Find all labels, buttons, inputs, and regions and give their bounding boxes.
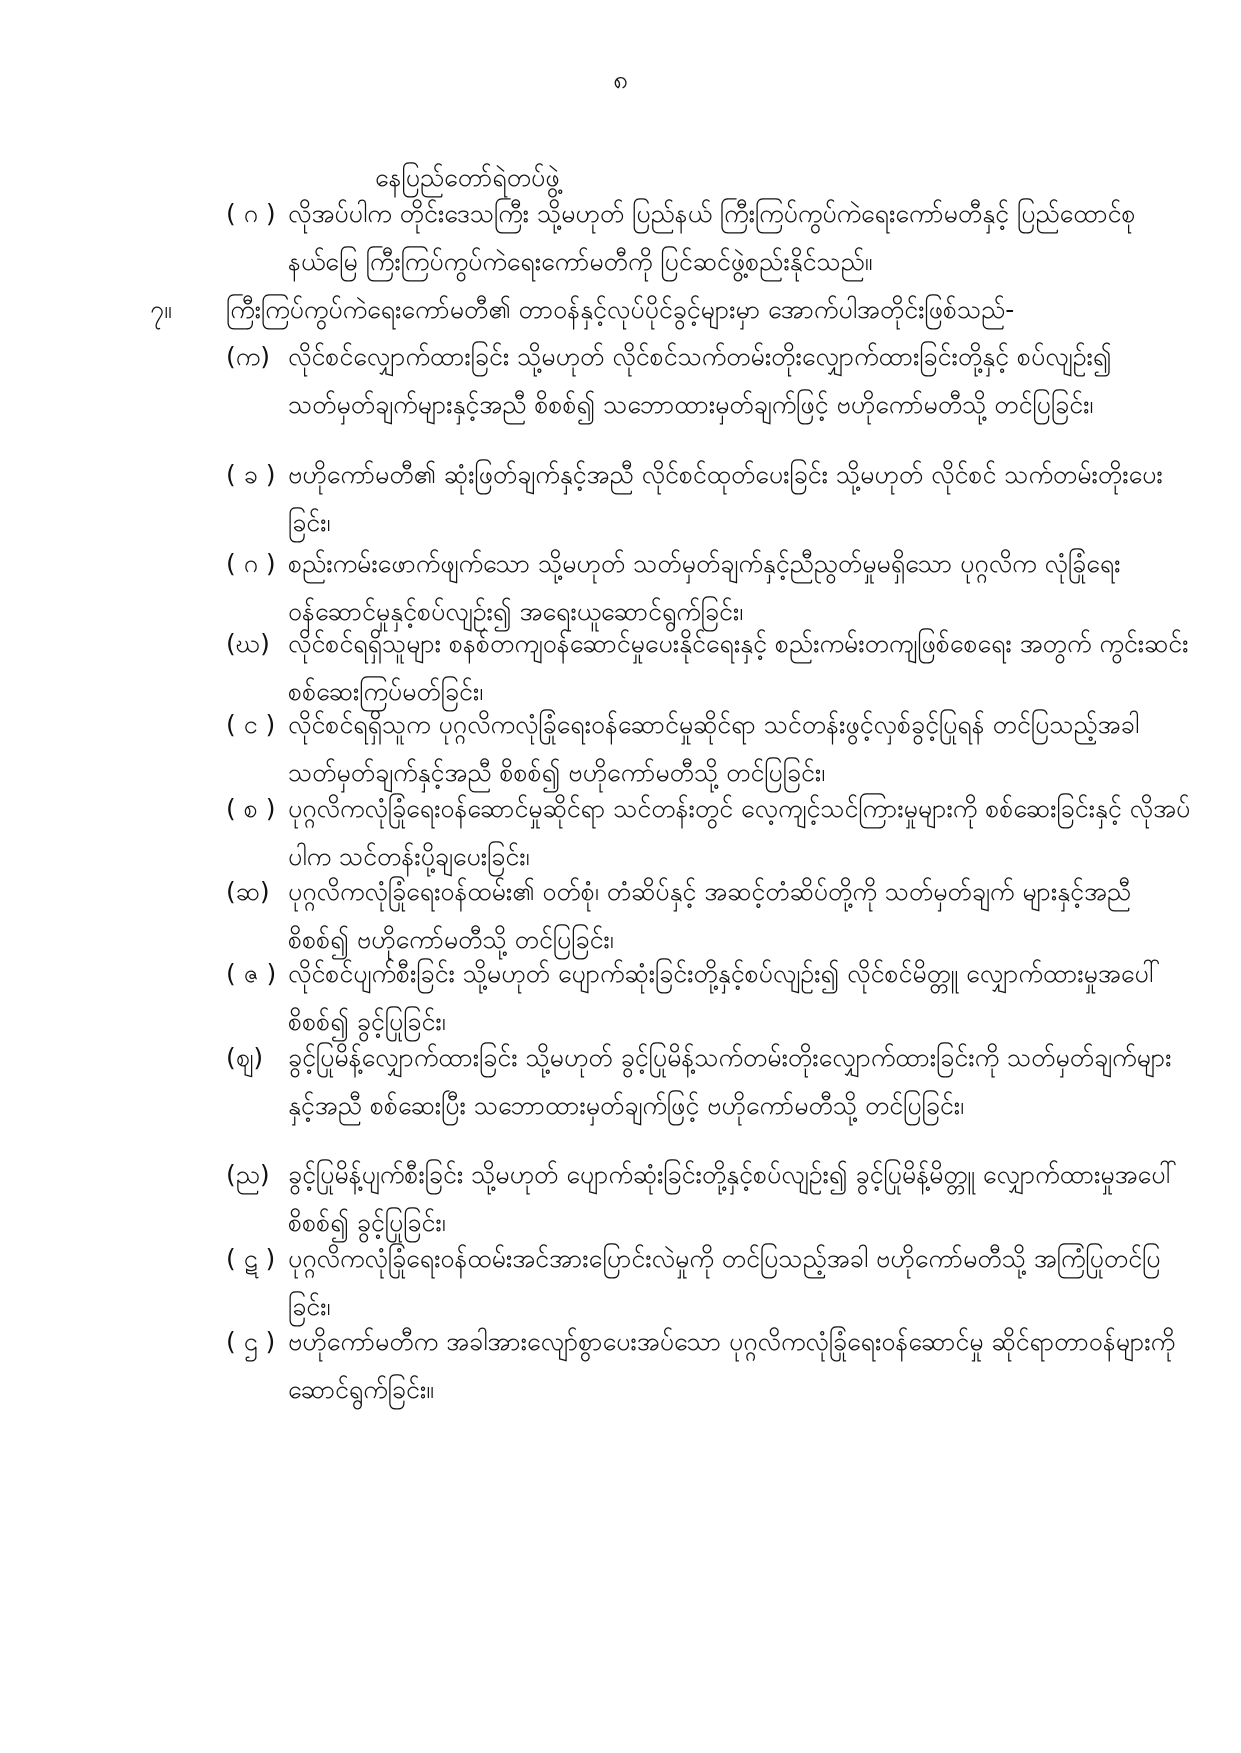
page-number: ၈ (613, 65, 628, 95)
clause-marker: (ဃ) (226, 629, 270, 658)
section-number: ၇။ (150, 295, 172, 324)
clause-text: လိုင်စင်ရရှိသူများ စနစ်တကျဝန်ဆောင်မှုပေးနိုင်ရေးနှင့် စည်းကမ်းတကျဖြစ်စေရေး အတွက် ကွင်းဆင်းစစ်ဆေးကြပ်မတ်ခြင်း၊ (288, 629, 1189, 706)
clause-text: ပုဂ္ဂလိကလုံခြုံရေးဝန်ဆောင်မှုဆိုင်ရာ သင်တန်းတွင် လေ့ကျင့်သင်ကြားမှုများကို စစ်ဆေးခြင်းနှင့် လိုအပ်ပါက သင်တန်းပို့ချပေးခြင်း၊ (288, 794, 1191, 871)
clause-marker: ( ဂ ) (226, 549, 276, 578)
clause-text: ဗဟိုကော်မတီက အခါအားလျော်စွာပေးအပ်သော ပုဂ္ဂလိကလုံခြုံရေးဝန်ဆောင်မှု ဆိုင်ရာတာဝန်များကို ဆောင်ရွက်ခြင်း။ (288, 1327, 1176, 1404)
section-text: ကြီးကြပ်ကွပ်ကဲရေးကော်မတီ၏ တာဝန်နှင့်လုပ်ပိုင်ခွင့်များမှာ အောက်ပါအတိုင်းဖြစ်သည်- (226, 295, 1015, 324)
clause-text: လိုအပ်ပါက တိုင်းဒေသကြီး သို့မဟုတ် ပြည်နယ် ကြီးကြပ်ကွပ်ကဲရေးကော်မတီနှင့် ပြည်ထောင်စုနယ်မြေ ကြီးကြပ်ကွပ်ကဲရေးကော်မတီကို ပြင်ဆင်ဖွဲ့စည်းနိုင်သည်။ (288, 199, 1136, 276)
continuation-line: နေပြည်တော်ရဲတပ်ဖွဲ့ (375, 163, 560, 192)
clause-marker: (ဈ) (226, 1043, 264, 1072)
clause-marker: ( ခ ) (226, 460, 276, 489)
clause-marker: (ဆ) (226, 877, 270, 906)
clause-text: ဗဟိုကော်မတီ၏ ဆုံးဖြတ်ချက်နှင့်အညီ လိုင်စင်ထုတ်ပေးခြင်း သို့မဟုတ် လိုင်စင် သက်တမ်းတိုးပေးခြင်း၊ (288, 460, 1163, 537)
clause-text: စည်းကမ်းဖောက်ဖျက်သော သို့မဟုတ် သတ်မှတ်ချက်နှင့်ညီညွတ်မှုမရှိသော ပုဂ္ဂလိက လုံခြုံရေးဝန်ဆောင်မှုနှင့်စပ်လျဉ်း၍ အရေးယူဆောင်ရွက်ခြင်း၊ (288, 549, 1121, 626)
clause-marker: ( ဋ ) (226, 1244, 276, 1273)
clause-marker: ( ဇ ) (226, 959, 277, 988)
clause-text: လိုင်စင်ရရှိသူက ပုဂ္ဂလိကလုံခြုံရေးဝန်ဆောင်မှုဆိုင်ရာ သင်တန်းဖွင့်လှစ်ခွင့်ပြုရန် တင်ပြသည့်အခါ သတ်မှတ်ချက်နှင့်အညီ စိစစ်၍ ဗဟိုကော်မတီသို့ တင်ပြခြင်း၊ (288, 710, 1140, 787)
clause-marker: (က) (226, 342, 270, 371)
clause-marker: ( င ) (226, 710, 276, 739)
clause-marker: ( ဌ ) (226, 1327, 276, 1356)
clause-text: လိုင်စင်ပျက်စီးခြင်း သို့မဟုတ် ပျောက်ဆုံးခြင်းတို့နှင့်စပ်လျဉ်း၍ လိုင်စင်မိတ္တူ လျှောက်ထားမှုအပေါ် စိစစ်၍ ခွင့်ပြုခြင်း၊ (288, 959, 1160, 1036)
clause-marker: ( ဂ ) (226, 199, 276, 228)
clause-text: ခွင့်ပြုမိန့်လျှောက်ထားခြင်း သို့မဟုတ် ခွင့်ပြုမိန့်သက်တမ်းတိုးလျှောက်ထားခြင်းကို သတ်မှတ်ချက်များနှင့်အညီ စစ်ဆေးပြီး သဘောထားမှတ်ချက်ဖြင့် ဗဟိုကော်မတီသို့ တင်ပြခြင်း၊ (288, 1043, 1172, 1120)
clause-text: ပုဂ္ဂလိကလုံခြုံရေးဝန်ထမ်းအင်အားပြောင်းလဲမှုကို တင်ပြသည့်အခါ ဗဟိုကော်မတီသို့ အကြံပြုတင်ပြခြင်း၊ (288, 1244, 1161, 1321)
clause-text: ခွင့်ပြုမိန့်ပျက်စီးခြင်း သို့မဟုတ် ပျောက်ဆုံးခြင်းတို့နှင့်စပ်လျဉ်း၍ ခွင့်ပြုမိန့်မိတ္တူ လျှောက်ထားမှုအပေါ် စိစစ်၍ ခွင့်ပြုခြင်း၊ (288, 1160, 1177, 1237)
clause-marker: ( စ ) (226, 794, 276, 823)
clause-text: ပုဂ္ဂလိကလုံခြုံရေးဝန်ထမ်း၏ ဝတ်စုံ၊ တံဆိပ်နှင့် အဆင့်တံဆိပ်တို့ကို သတ်မှတ်ချက် များနှင့်အညီ စိစစ်၍ ဗဟိုကော်မတီသို့ တင်ပြခြင်း၊ (288, 877, 1132, 954)
clause-text: လိုင်စင်လျှောက်ထားခြင်း သို့မဟုတ် လိုင်စင်သက်တမ်းတိုးလျှောက်ထားခြင်းတို့နှင့် စပ်လျဉ်း၍ သတ်မှတ်ချက်များနှင့်အညီ စိစစ်၍ သဘောထားမှတ်ချက်ဖြင့် ဗဟိုကော်မတီသို့ တင်ပြခြင်း၊ (288, 342, 1112, 419)
clause-marker: (ည) (226, 1160, 270, 1189)
